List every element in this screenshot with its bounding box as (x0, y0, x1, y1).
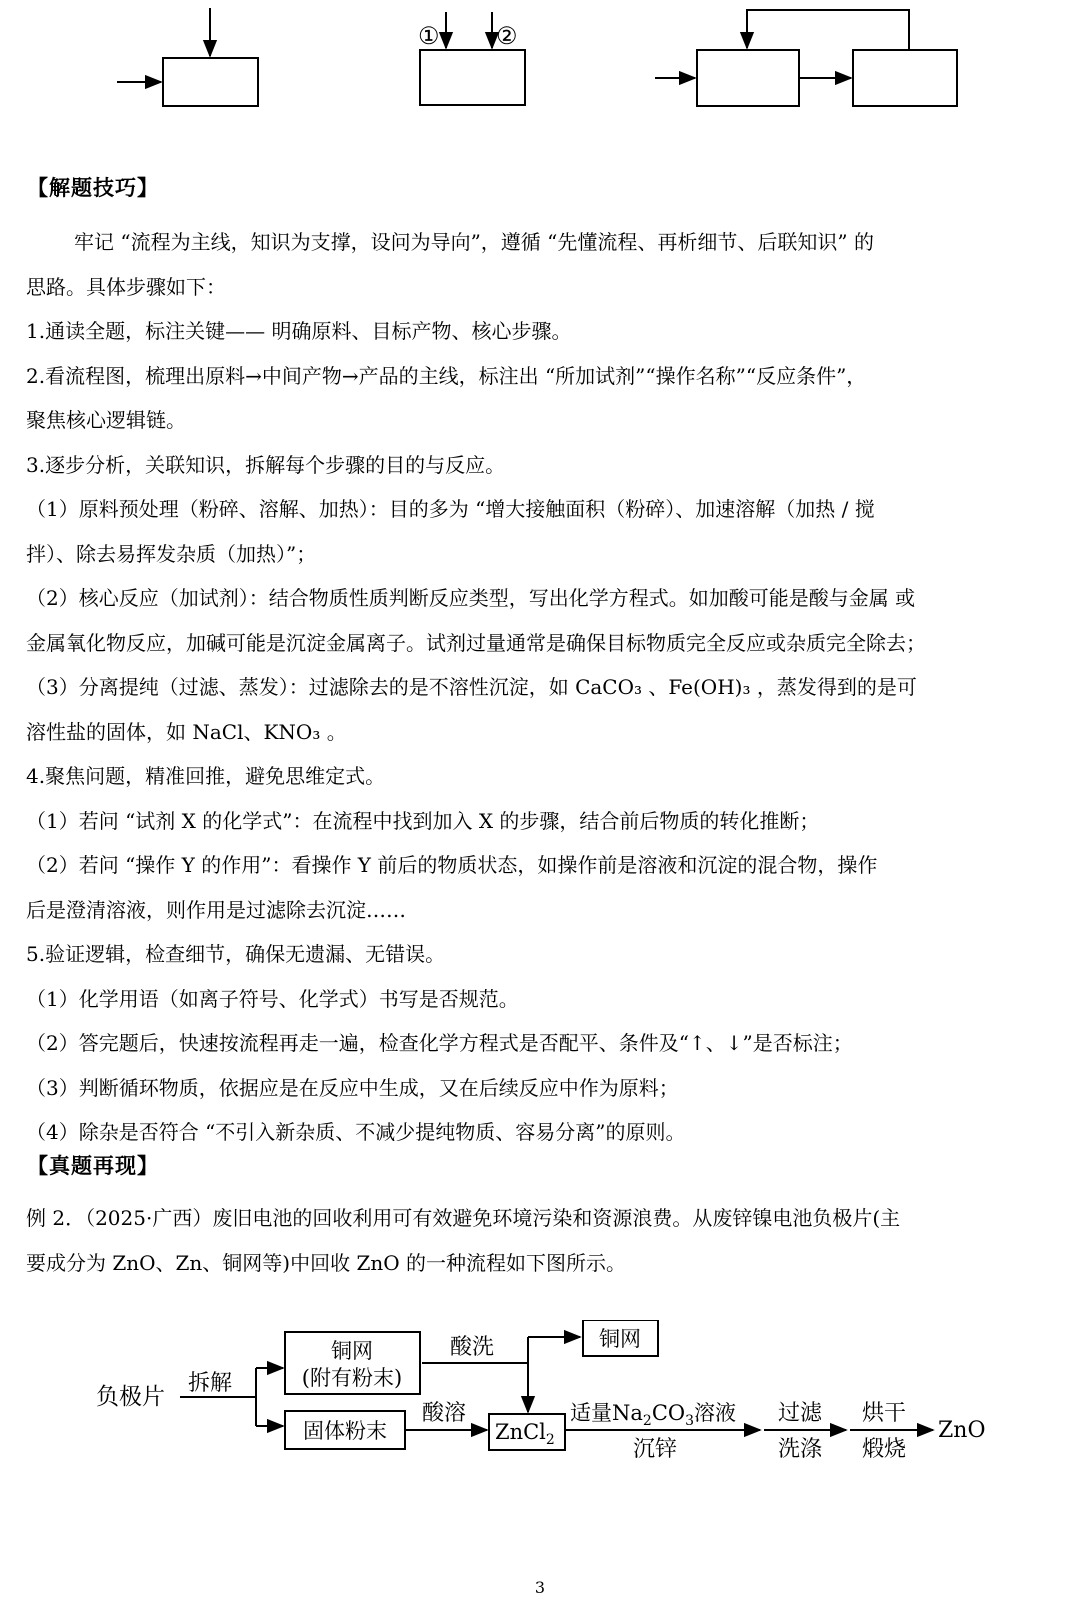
reagent-label (570, 1401, 736, 1429)
tips-line: 4.聚焦问题，精准回推，避免思维定式。 (26, 764, 386, 788)
tips-line: 金属氧化物反应，加碱可能是沉淀金属离子。试剂过量通常是确保目标物质完全反应或杂质完全除去； (26, 630, 926, 655)
top-flow-diagrams (0, 0, 1080, 150)
tips-line: 溶性盐的固体，如 NaCl、KNO₃ 。 (26, 719, 347, 744)
flow-acid-dissolve-label: 酸溶 (422, 1401, 467, 1426)
box-zncl2-main: ZnCl (495, 1420, 546, 1444)
tips-line: （1）原料预处理（粉碎、溶解、加热）：目的多为 “增大接触面积（粉碎）、加速溶解（加热 / 搅 (26, 497, 875, 521)
example-text (26, 1196, 1056, 1285)
circle-label-2: ② (496, 22, 518, 50)
flow-calcine-label: 煅烧 (862, 1437, 907, 1462)
reagent-sub2: 3 (685, 1413, 695, 1429)
flow-product-label: ZnO (938, 1418, 986, 1443)
box-solid-powder-label: 固体粉末 (303, 1419, 387, 1443)
exam-heading: 【真题再现】 (27, 1153, 159, 1178)
reagent-mid: CO (651, 1401, 686, 1425)
flow-dry-label: 烘干 (862, 1401, 907, 1426)
reagent-post: 溶液 (694, 1401, 737, 1425)
flow-precipitate-zinc-label: 沉锌 (633, 1437, 678, 1462)
tips-heading: 【解题技巧】 (27, 175, 159, 200)
tips-line: （2）答完题后，快速按流程再走一遍，检查化学方程式是否配平、条件及“↑、↓”是否标注； (26, 1031, 853, 1055)
box-copper-mesh-line2: (附有粉末) (301, 1366, 403, 1390)
flow-dismantle-label: 拆解 (188, 1371, 233, 1396)
zno-recovery-flowchart (0, 1320, 1080, 1500)
tips-body (26, 220, 1056, 1155)
box-zncl2-sub: 2 (545, 1432, 555, 1448)
tips-line: （1）若问 “试剂 X 的化学式”：在流程中找到加入 X 的步骤，结合前后物质的转化推断； (26, 808, 820, 833)
example-line-1: 例 2．（2025·广西）废旧电池的回收利用可有效避免环境污染和资源浪费。从废锌镍电池负极片(主 (26, 1206, 901, 1230)
tips-line: （3）判断循环物质，依据应是在反应中生成，又在后续反应中作为原料； (26, 1075, 679, 1100)
diagram-two-inputs (418, 12, 525, 105)
example-line-2: 要成分为 ZnO、Zn、铜网等)中回收 ZnO 的一种流程如下图所示。 (26, 1250, 626, 1275)
tips-line: 3.逐步分析，关联知识，拆解每个步骤的目的与反应。 (26, 452, 506, 477)
diagram-single-input (117, 8, 258, 106)
diagram-recycle-loop (655, 10, 957, 106)
tips-line: 后是澄清溶液，则作用是过滤除去沉淀…… (26, 897, 406, 922)
tips-line: （3）分离提纯（过滤、蒸发）：过滤除去的是不溶性沉淀，如 CaCO₃ 、Fe(OH)₃ ，蒸发得到的是可 (26, 675, 917, 699)
tips-line: （2）核心反应（加试剂）：结合物质性质判断反应类型，写出化学方程式。如加酸可能是酸与金属 或 (26, 586, 916, 610)
tips-line: （1）化学用语（如离子符号、化学式）书写是否规范。 (26, 986, 519, 1011)
box-copper-mesh-line1: 铜网 (331, 1339, 373, 1363)
flow-filter-label: 过滤 (778, 1401, 823, 1426)
tips-intro-line-1: 牢记 “流程为主线，知识为支撑，设问为导向”，遵循 “先懂流程、再析细节、后联知识” 的 (74, 230, 874, 254)
tips-line: 1.通读全题，标注关键—— 明确原料、目标产物、核心步骤。 (26, 319, 572, 343)
tips-line: 5.验证逻辑，检查细节，确保无遗漏、无错误。 (26, 942, 446, 966)
circle-label-1: ① (418, 22, 440, 50)
reagent-pre: 适量Na (570, 1401, 643, 1425)
tips-line: 拌）、除去易挥发杂质（加热）”； (26, 541, 317, 566)
tips-line: 2.看流程图，梳理出原料→中间产物→产品的主线，标注出 “所加试剂”“操作名称”“反应条件”， (26, 363, 867, 388)
page-number: 3 (534, 1578, 546, 1597)
tips-line: （4）除杂是否符合 “不引入新杂质、不减少提纯物质、容易分离”的原则。 (26, 1120, 686, 1144)
tips-intro-line-2: 思路。具体步骤如下： (26, 274, 226, 299)
flow-acid-wash-label: 酸洗 (450, 1335, 495, 1360)
flow-start-label: 负极片 (96, 1384, 165, 1410)
tips-line: （2）若问 “操作 Y 的作用”：看操作 Y 前后的物质状态，如操作前是溶液和沉淀的混合物，操作 (26, 853, 878, 877)
flow-wash-label: 洗涤 (778, 1437, 823, 1462)
box-zncl2-text (495, 1420, 555, 1448)
box-copper-out-label: 铜网 (599, 1327, 641, 1351)
reagent-sub1: 2 (642, 1413, 652, 1429)
tips-line: 聚焦核心逻辑链。 (26, 408, 186, 432)
